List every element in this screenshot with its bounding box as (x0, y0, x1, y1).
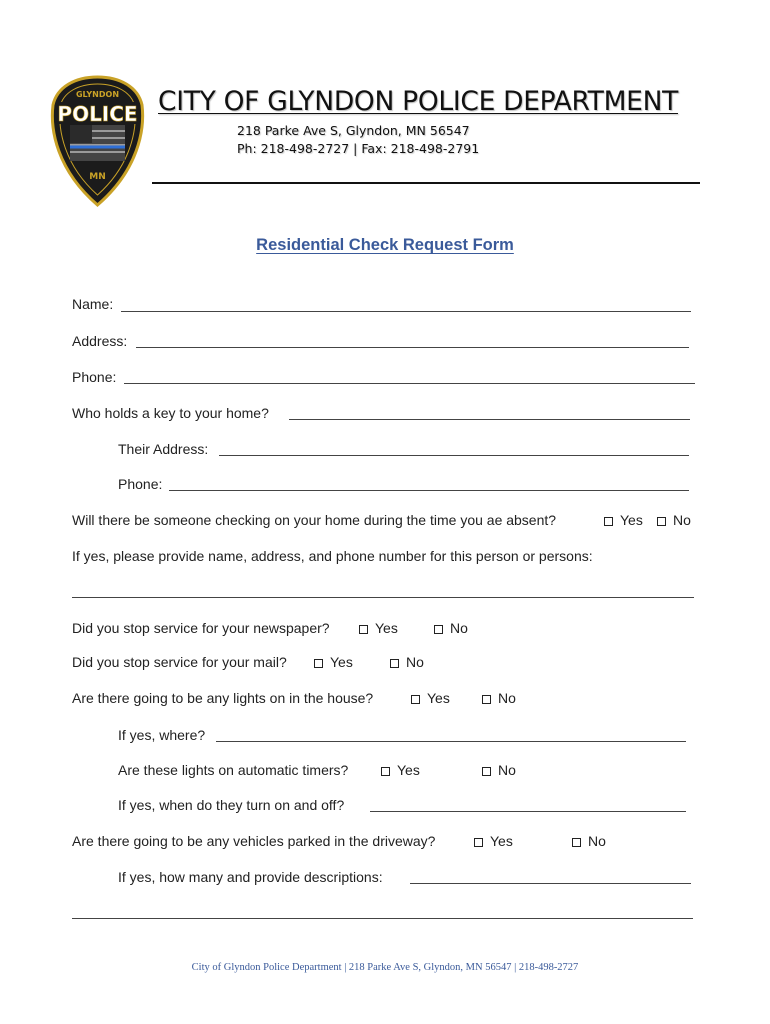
no-label: No (673, 512, 691, 528)
vehicles-desc-field-2[interactable] (72, 918, 693, 919)
yes-label: Yes (330, 654, 353, 670)
name-label: Name: (72, 296, 114, 312)
no-label: No (498, 690, 516, 706)
lights-no[interactable] (482, 690, 516, 706)
checkbox-icon[interactable] (381, 767, 390, 776)
checkbox-icon[interactable] (657, 517, 666, 526)
no-label: No (588, 833, 606, 849)
badge-bottom-text: MN (89, 172, 106, 182)
department-phone-fax: Ph: 218-498-2727 | Fax: 218-498-2791 (237, 141, 480, 156)
their-address-label: Their Address: (118, 441, 209, 457)
timers-when-label: If yes, when do they turn on and off? (118, 797, 345, 813)
vehicles-desc-field[interactable] (410, 883, 691, 884)
header-divider (152, 182, 700, 184)
no-label: No (498, 762, 516, 778)
footer-text: City of Glyndon Police Department | 218 Parke Ave S, Glyndon, MN 56547 | 218-498-2727 (191, 962, 579, 973)
yes-label: Yes (375, 620, 398, 636)
department-address: 218 Parke Ave S, Glyndon, MN 56547 (237, 123, 470, 138)
checker-details-field[interactable] (72, 597, 694, 598)
checkbox-icon[interactable] (411, 695, 420, 704)
newspaper-yes[interactable] (359, 620, 398, 636)
timers-when-field[interactable] (370, 811, 686, 812)
timers-yes[interactable] (381, 762, 420, 778)
police-badge-logo (50, 75, 145, 207)
yes-label: Yes (397, 762, 420, 778)
someone-checking-question: Will there be someone checking on your home during the time you ae absent? (72, 512, 557, 528)
department-title: CITY OF GLYNDON POLICE DEPARTMENT (158, 86, 678, 117)
vehicles-yes[interactable] (474, 833, 513, 849)
checkbox-icon[interactable] (434, 625, 443, 634)
someone-checking-yes[interactable] (604, 512, 643, 528)
checkbox-icon[interactable] (474, 838, 483, 847)
newspaper-no[interactable] (434, 620, 468, 636)
timers-no[interactable] (482, 762, 516, 778)
newspaper-question: Did you stop service for your newspaper? (72, 620, 330, 636)
name-field[interactable] (121, 311, 691, 312)
checkbox-icon[interactable] (359, 625, 368, 634)
lights-where-label: If yes, where? (118, 727, 206, 743)
timers-question: Are these lights on automatic timers? (118, 762, 349, 778)
if-yes-provide-label: If yes, please provide name, address, and phone number for this person or persons: (72, 548, 593, 564)
address-field[interactable] (136, 347, 689, 348)
their-address-field[interactable] (219, 455, 689, 456)
badge-main-text: POLICE (57, 102, 138, 126)
their-phone-field[interactable] (169, 490, 689, 491)
vehicles-desc-label: If yes, how many and provide descriptions: (118, 869, 383, 885)
checkbox-icon[interactable] (390, 659, 399, 668)
checkbox-icon[interactable] (604, 517, 613, 526)
checkbox-icon[interactable] (314, 659, 323, 668)
phone-label: Phone: (72, 369, 117, 385)
key-holder-label: Who holds a key to your home? (72, 405, 269, 421)
key-holder-field[interactable] (289, 419, 690, 420)
vehicles-question: Are there going to be any vehicles parked in the driveway? (72, 833, 436, 849)
no-label: No (406, 654, 424, 670)
checkbox-icon[interactable] (572, 838, 581, 847)
lights-yes[interactable] (411, 690, 450, 706)
mail-yes[interactable] (314, 654, 353, 670)
yes-label: Yes (620, 512, 643, 528)
mail-question: Did you stop service for your mail? (72, 654, 287, 670)
yes-label: Yes (427, 690, 450, 706)
address-label: Address: (72, 333, 128, 349)
no-label: No (450, 620, 468, 636)
vehicles-no[interactable] (572, 833, 606, 849)
badge-top-text: GLYNDON (75, 90, 120, 99)
form-title: Residential Check Request Form (256, 236, 514, 254)
checkbox-icon[interactable] (482, 695, 491, 704)
mail-no[interactable] (390, 654, 424, 670)
checkbox-icon[interactable] (482, 767, 491, 776)
yes-label: Yes (490, 833, 513, 849)
lights-question: Are there going to be any lights on in the house? (72, 690, 374, 706)
someone-checking-no[interactable] (657, 512, 691, 528)
phone-field[interactable] (124, 383, 695, 384)
lights-where-field[interactable] (216, 741, 686, 742)
their-phone-label: Phone: (118, 476, 163, 492)
